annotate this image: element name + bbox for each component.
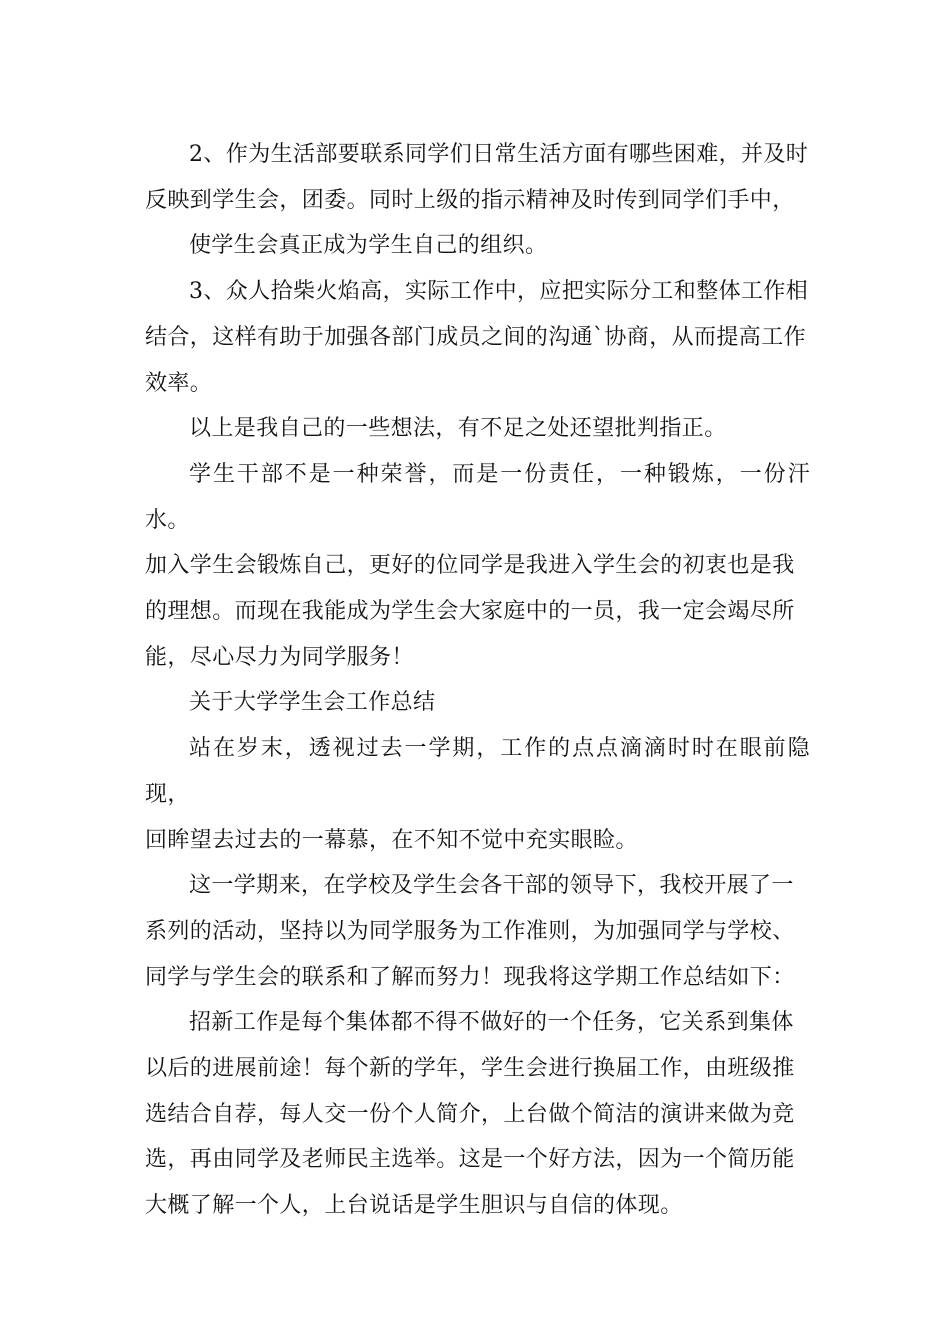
- paragraph-cadre-responsibility: 学生干部不是一种荣誉，而是一份责任，一种锻炼，一份汗水。 加入学生会锻炼自己，更好的位同学是我进入学生会的初衷也是我 的理想。而现在我能成为学生会大家庭中的一员，我一定会竭尽所 能，尽心尽力为同学服务！: [145, 461, 810, 670]
- paragraph-closing-remark: 以上是我自己的一些想法，有不足之处还望批判指正。: [189, 416, 727, 442]
- paragraph-student-union-organization: 使学生会真正成为学生自己的组织。: [189, 233, 548, 259]
- paragraph-life-dept: 2、作为生活部要联系同学们日常生活方面有哪些困难，并及时 反映到学生会，团委。同时上级的指示精神及时传到同学们手中，: [145, 142, 809, 213]
- paragraph-recruitment: 招新工作是每个集体都不得不做好的一个任务，它关系到集体 以后的进展前途！每个新的学年，学生会进行换届工作，由班级推 选结合自荐，每人交一份个人简介，上台做个简洁的演讲来做为竞 选，再由同学及老师民主选举。这是一个好方法，因为一个简历能 大概了解一个人，上台说话是学生胆识与自信的体现。: [145, 1010, 795, 1219]
- section-heading: 关于大学学生会工作总结: [189, 690, 436, 716]
- document-body: [145, 132, 810, 1229]
- paragraph-semester-summary: 这一学期来，在学校及学生会各干部的领导下，我校开展了一 系列的活动，坚持以为同学服务为工作准则，为加强同学与学校、 同学与学生会的联系和了解而努力！现我将这学期工作总结如下：: [145, 873, 795, 990]
- paragraph-teamwork: 3、众人拾柴火焰高，实际工作中，应把实际分工和整体工作相 结合，这样有助于加强各部门成员之间的沟通`协商，从而提高工作 效率。: [145, 279, 809, 396]
- paragraph-year-end: 站在岁末，透视过去一学期，工作的点点滴滴时时在眼前隐现， 回眸望去过去的一幕慕，在不知不觉中充实眼睑。: [145, 736, 810, 853]
